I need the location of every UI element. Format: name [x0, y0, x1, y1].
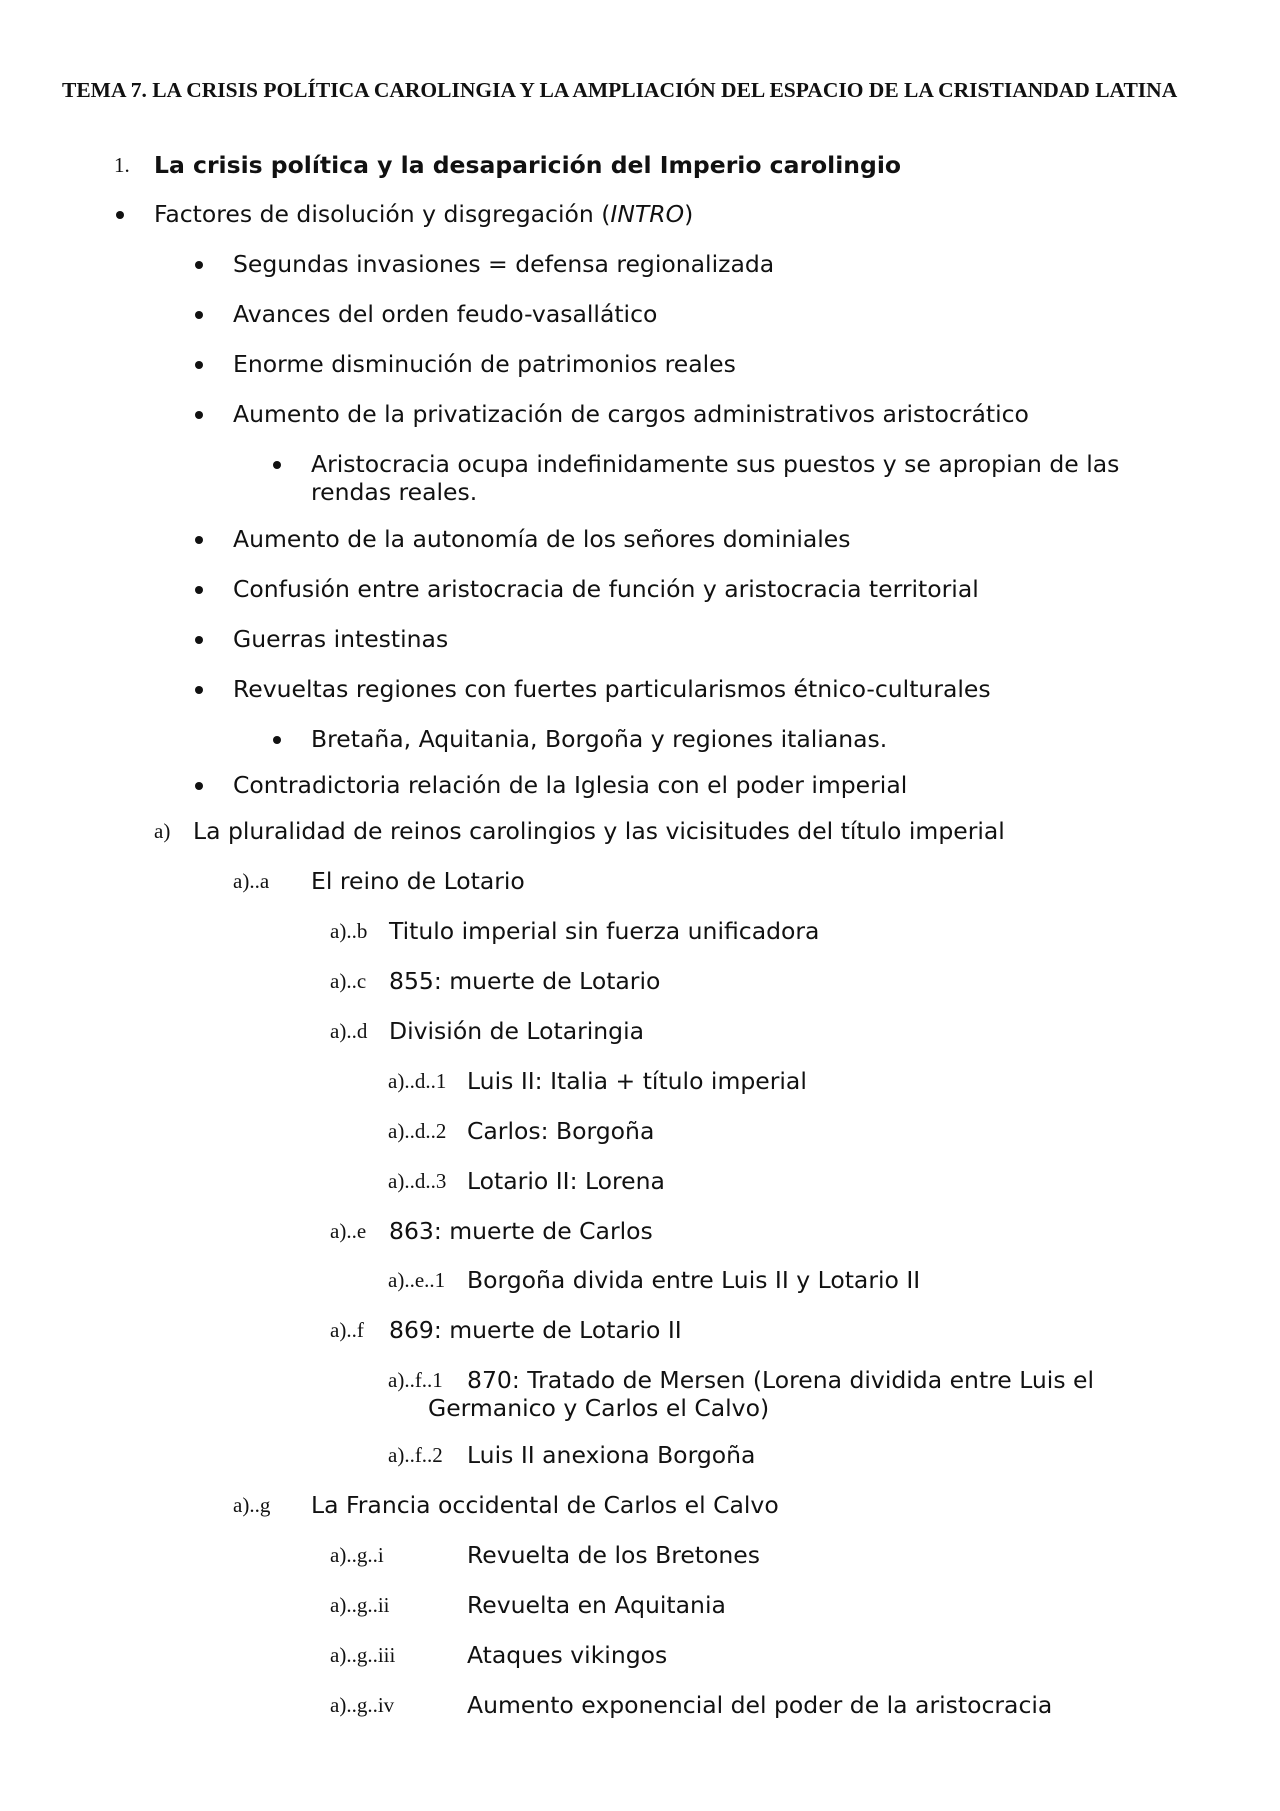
bullet-icon	[195, 311, 203, 319]
outline-item: Revuelta de los Bretones	[467, 1541, 760, 1569]
bullet-icon	[195, 361, 203, 369]
outline-marker: a)..f..2	[388, 1443, 443, 1467]
bullet-icon	[195, 586, 203, 594]
outline-item: 869: muerte de Lotario II	[389, 1316, 682, 1344]
bullet-icon	[195, 536, 203, 544]
outline-marker: a)..f	[330, 1318, 364, 1342]
outline-item: Aumento exponencial del poder de la aristocracia	[467, 1691, 1053, 1719]
outline-marker: a)..d	[330, 1019, 368, 1043]
outline-marker: a)..b	[330, 919, 368, 943]
list-item: Revueltas regiones con fuertes particularismos étnico-culturales	[233, 675, 991, 703]
list-item: Segundas invasiones = defensa regionalizada	[233, 250, 775, 278]
outline-marker: a)..g	[233, 1493, 271, 1517]
outline-item: El reino de Lotario	[311, 867, 525, 895]
bullet-icon	[195, 782, 203, 790]
section-number: 1.	[114, 153, 130, 177]
outline-marker: a)..c	[330, 969, 367, 993]
outline-item: 855: muerte de Lotario	[389, 967, 661, 995]
outline-item: Lotario II: Lorena	[467, 1167, 665, 1195]
list-item: Contradictoria relación de la Iglesia con el poder imperial	[233, 771, 908, 799]
outline-item: Luis II: Italia + título imperial	[467, 1067, 807, 1095]
list-item: Enorme disminución de patrimonios reales	[233, 350, 736, 378]
sub-list-item: Bretaña, Aquitania, Borgoña y regiones italianas.	[311, 725, 888, 753]
outline-item: Ataques vikingos	[467, 1641, 668, 1669]
factors-lead: Factores de disolución y disgregación (INTRO)	[154, 200, 694, 228]
outline-marker: a)..e..1	[388, 1268, 446, 1292]
list-item: Confusión entre aristocracia de función y aristocracia territorial	[233, 575, 979, 603]
sub-list-item: Aristocracia ocupa indefinidamente sus puestos y se apropian de las	[311, 450, 1120, 478]
list-item: Avances del orden feudo-vasallático	[233, 300, 658, 328]
bullet-icon	[116, 211, 124, 219]
bullet-icon	[195, 411, 203, 419]
outline-item-continuation: Germanico y Carlos el Calvo)	[428, 1394, 770, 1422]
outline-item: Carlos: Borgoña	[467, 1117, 655, 1145]
bullet-icon	[195, 686, 203, 694]
outline-item: 863: muerte de Carlos	[389, 1217, 653, 1245]
outline-marker: a)..e	[330, 1219, 367, 1243]
outline-marker: a)..d..1	[388, 1069, 447, 1093]
document-title: TEMA 7. LA CRISIS POLÍTICA CAROLINGIA Y LA AMPLIACIÓN DEL ESPACIO DE LA CRISTIANDAD LATINA	[62, 78, 1178, 102]
outline-marker: a)..f..1	[388, 1368, 443, 1392]
outline-item: Titulo imperial sin fuerza unificadora	[389, 917, 820, 945]
outline-item: 870: Tratado de Mersen (Lorena dividida entre Luis el	[467, 1366, 1095, 1394]
bullet-icon	[273, 461, 281, 469]
section-heading: La crisis política y la desaparición del Imperio carolingio	[154, 151, 902, 179]
outline-item: Borgoña divida entre Luis II y Lotario II	[467, 1266, 921, 1294]
list-item: Guerras intestinas	[233, 625, 449, 653]
outline-marker: a)..a	[233, 869, 270, 893]
list-item: Aumento de la privatización de cargos administrativos aristocrático	[233, 400, 1029, 428]
outline-item: La Francia occidental de Carlos el Calvo	[311, 1491, 779, 1519]
outline-marker: a)..g..ii	[330, 1593, 390, 1617]
outline-marker: a)..g..iii	[330, 1643, 396, 1667]
outline-item: Luis II anexiona Borgoña	[467, 1441, 756, 1469]
outline-marker: a)	[154, 819, 171, 843]
bullet-icon	[195, 636, 203, 644]
outline-heading: La pluralidad de reinos carolingios y las vicisitudes del título imperial	[193, 817, 1005, 845]
outline-marker: a)..d..3	[388, 1169, 447, 1193]
outline-item: División de Lotaringia	[389, 1017, 645, 1045]
outline-marker: a)..g..i	[330, 1543, 384, 1567]
bullet-icon	[195, 261, 203, 269]
outline-item: Revuelta en Aquitania	[467, 1591, 726, 1619]
bullet-icon	[273, 736, 281, 744]
sub-list-item-continuation: rendas reales.	[311, 478, 478, 506]
outline-marker: a)..g..iv	[330, 1693, 395, 1717]
list-item: Aumento de la autonomía de los señores dominiales	[233, 525, 851, 553]
outline-marker: a)..d..2	[388, 1119, 447, 1143]
